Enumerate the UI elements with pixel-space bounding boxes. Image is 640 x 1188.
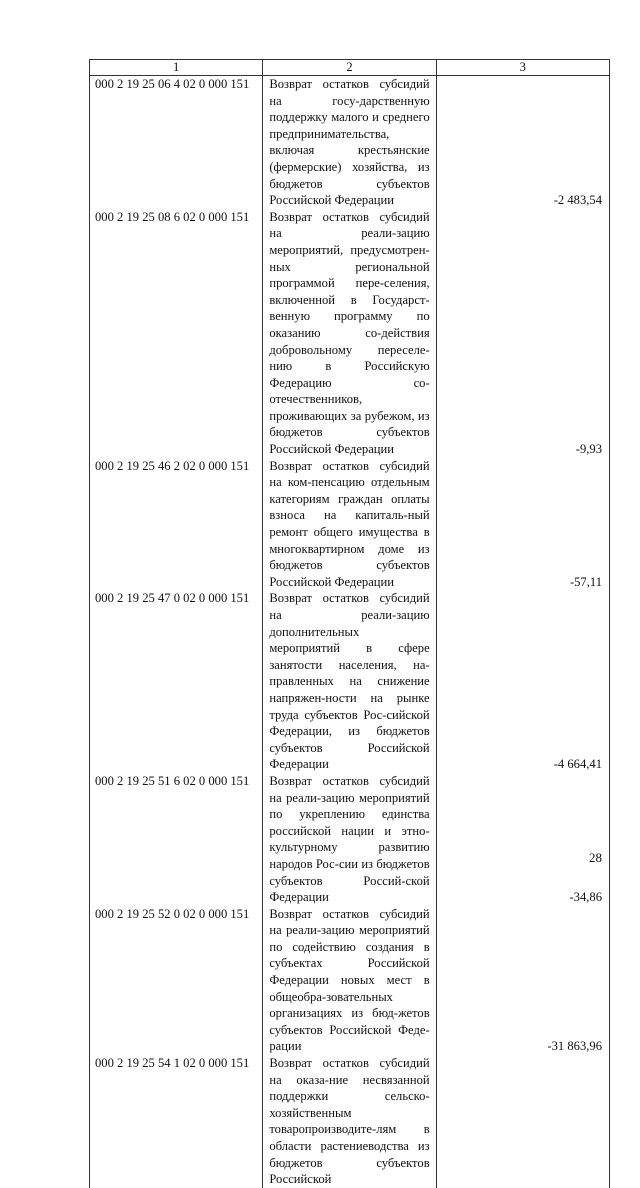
table-row xyxy=(90,906,610,1055)
page-number: 28 xyxy=(589,850,602,865)
description-cell: Возврат остатков субсидий на ком-пенсацию отдельным категориям граждан оплаты взноса на капиталь-ный ремонт общего имущества в многоквартирном доме из бюджетов субъектов Российской Федерации xyxy=(263,458,436,591)
budget-code-cell: 000 2 19 25 06 4 02 0 000 151 xyxy=(90,76,263,209)
table-row xyxy=(90,1055,610,1188)
amount-cell xyxy=(436,1055,609,1188)
description-cell: Возврат остатков субсидий на госу-дарственную поддержку малого и среднего предпринимательства, включая крестьянские (фермерские) хозяйства, из бюджетов субъектов Российской Федерации xyxy=(263,76,436,209)
budget-table xyxy=(89,59,610,1188)
description-cell: Возврат остатков субсидий на реали-зацию дополнительных мероприятий в сфере занятости населения, на-правленных на снижение напряжен-ности на рынке труда субъектов Рос-сийской Федерации, из бюджетов субъектов Российской Федерации xyxy=(263,590,436,773)
budget-code-cell: 000 2 19 25 54 1 02 0 000 151 xyxy=(90,1055,263,1188)
amount-cell: -9,93 xyxy=(436,209,609,458)
table-row xyxy=(90,458,610,591)
table-row xyxy=(90,76,610,209)
amount-cell: -57,11 xyxy=(436,458,609,591)
amount-cell: -4 664,41 xyxy=(436,590,609,773)
column-header-1: 1 xyxy=(90,60,263,76)
budget-code-cell: 000 2 19 25 08 6 02 0 000 151 xyxy=(90,209,263,458)
column-header-2: 2 xyxy=(263,60,436,76)
table-row xyxy=(90,590,610,773)
description-cell: Возврат остатков субсидий на реали-зацию мероприятий по содействию создания в субъектах Российской Федерации новых мест в общеобра-зовательных организациях из бюд-жетов субъектов Российской Феде-рации xyxy=(263,906,436,1055)
amount-cell: -31 863,96 xyxy=(436,906,609,1055)
budget-code-cell: 000 2 19 25 51 6 02 0 000 151 xyxy=(90,773,263,906)
description-cell: Возврат остатков субсидий на оказа-ние несвязанной поддержки сельско-хозяйственным товаропроизводите-лям в области растениеводства из бюджетов субъектов Российской xyxy=(263,1055,436,1188)
budget-code-cell: 000 2 19 25 46 2 02 0 000 151 xyxy=(90,458,263,591)
budget-code-cell: 000 2 19 25 47 0 02 0 000 151 xyxy=(90,590,263,773)
amount-cell: -34,86 xyxy=(436,773,609,906)
table-header-row xyxy=(90,60,610,76)
column-header-3: 3 xyxy=(436,60,609,76)
description-cell: Возврат остатков субсидий на реали-зацию мероприятий, предусмотрен-ных региональной программой пере-селения, включенной в Государст-венную программу по оказанию со-действия добровольному переселе-нию в Российскую Федерацию со-отечественников, проживающих за рубежом, из бюджетов субъектов Российской Федерации xyxy=(263,209,436,458)
description-cell: Возврат остатков субсидий на реали-зацию мероприятий по укреплению единства российской нации и этно-культурному развитию народов Рос-сии из бюджетов субъектов Россий-ской Федерации xyxy=(263,773,436,906)
table-row xyxy=(90,209,610,458)
table-row xyxy=(90,773,610,906)
amount-cell: -2 483,54 xyxy=(436,76,609,209)
budget-code-cell: 000 2 19 25 52 0 02 0 000 151 xyxy=(90,906,263,1055)
